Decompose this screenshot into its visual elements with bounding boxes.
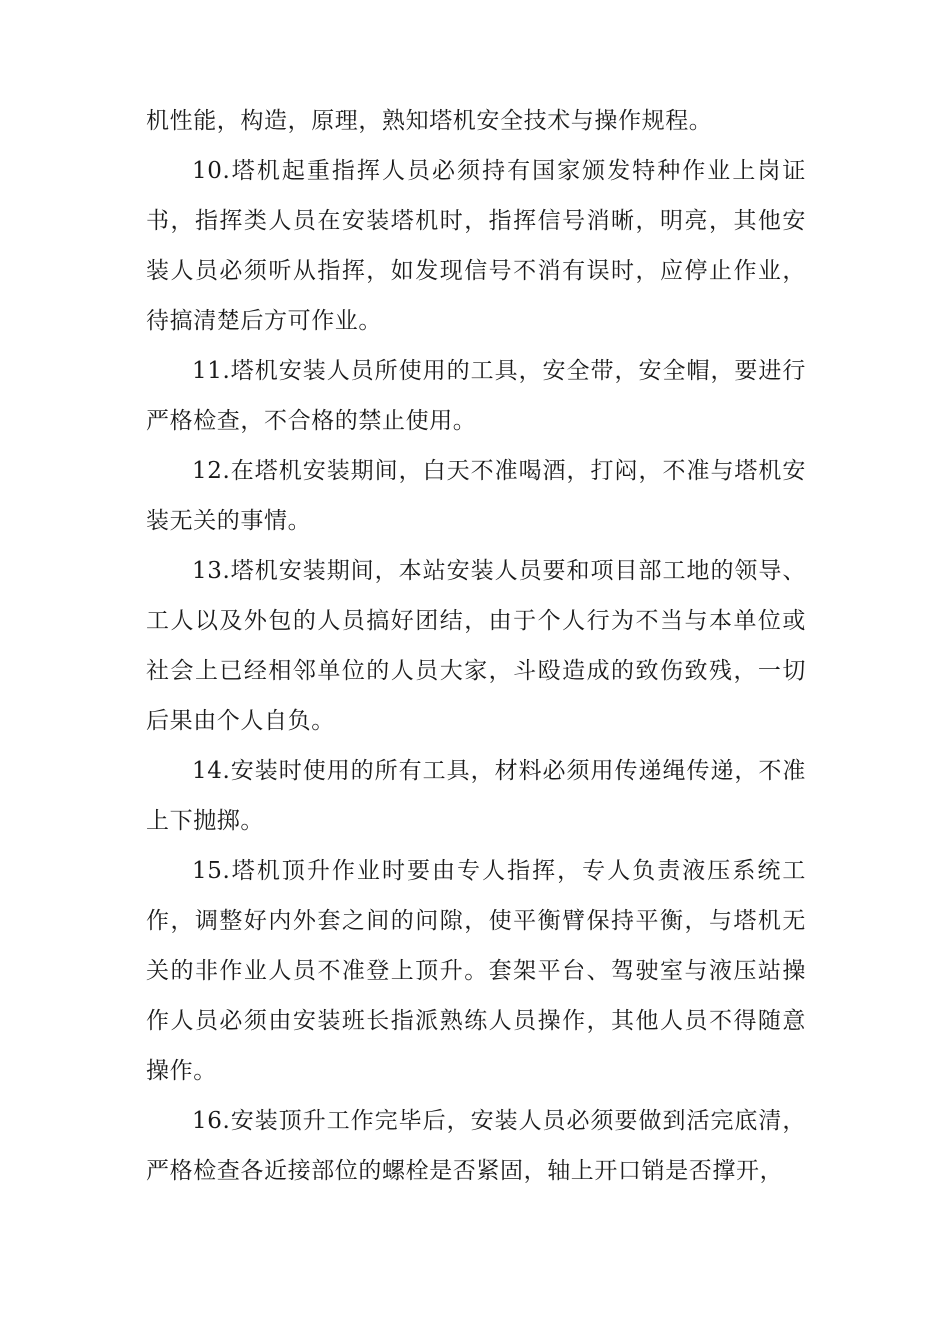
paragraph-item-16: 16.安装顶升工作完毕后，安装人员必须要做到活完底清，严格检查各近接部位的螺栓是否紧固，轴上开口销是否撑开， — [146, 1108, 806, 1184]
paragraph-item-14: 14.安装时使用的所有工具，材料必须用传递绳传递，不准上下抛掷。 — [146, 758, 806, 834]
paragraph-item-15: 15.塔机顶升作业时要由专人指挥，专人负责液压系统工作，调整好内外套之间的问隙，使平衡臂保持平衡，与塔机无关的非作业人员不准登上顶升。套架平台、驾驶室与液压站操作人员必须由安装班长指派熟练人员操作，其他人员不得随意操作。 — [146, 858, 806, 1084]
paragraph-continuation: 机性能，构造，原理，熟知塔机安全技术与操作规程。 — [146, 108, 713, 134]
paragraph-item-13: 13.塔机安装期间，本站安装人员要和项目部工地的领导、工人以及外包的人员搞好团结，由于个人行为不当与本单位或社会上已经相邻单位的人员大家，斗殴造成的致伤致残，一切后果由个人自负。 — [146, 558, 806, 734]
paragraph-item-11: 11.塔机安装人员所使用的工具，安全带，安全帽，要进行严格检查，不合格的禁止使用。 — [146, 358, 806, 434]
paragraph-item-12: 12.在塔机安装期间，白天不准喝酒，打闷，不准与塔机安装无关的事情。 — [146, 458, 806, 534]
paragraph-item-10: 10.塔机起重指挥人员必须持有国家颁发特种作业上岗证书，指挥类人员在安装塔机时，指挥信号消晰，明亮，其他安装人员必须听从指挥，如发现信号不消有误时，应停止作业，待搞清楚后方可作业。 — [146, 158, 806, 334]
document-body — [146, 96, 806, 1196]
